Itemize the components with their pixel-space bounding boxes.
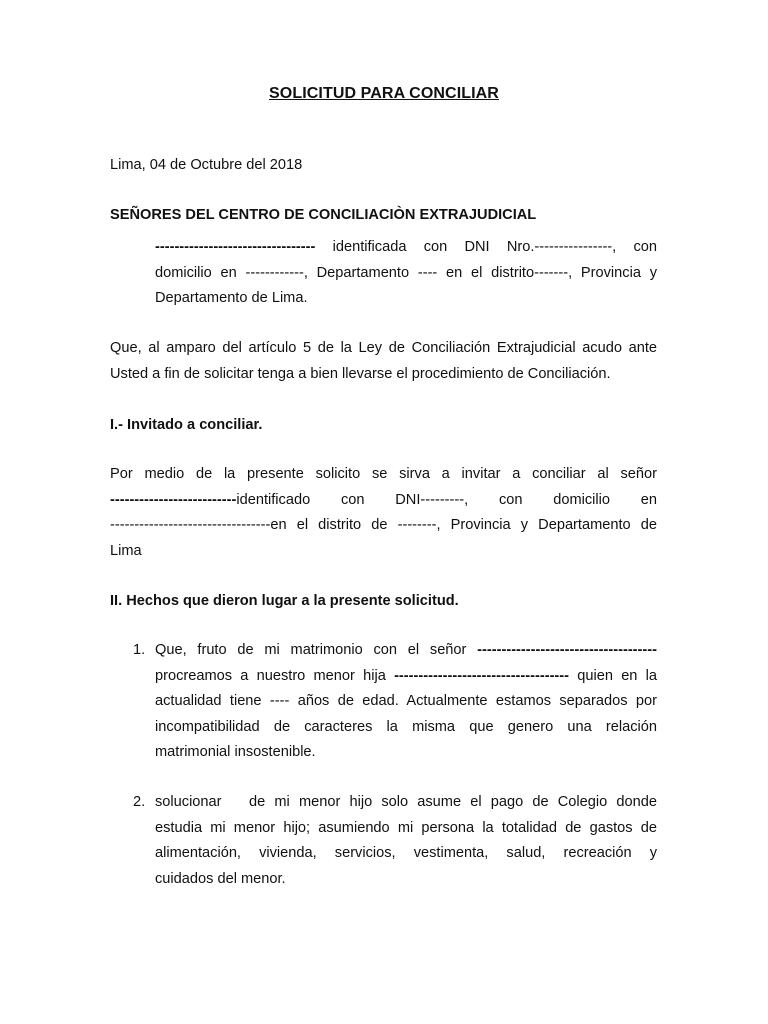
section-2-heading: II. Hechos que dieron lugar a la presente solicitud. (110, 593, 459, 609)
list-item-number-2: 2. (133, 794, 146, 810)
list-item-number-1: 1. (133, 642, 146, 658)
blank-child-field: ------------------------------------ (394, 667, 570, 684)
section-1-line-2 (110, 488, 657, 514)
amparo-line-1: Que, al amparo del artículo 5 de la Ley de Conciliación Extrajudicial acudo ante (110, 340, 657, 356)
blank-invitee-field: -------------------------- (110, 491, 237, 508)
blank-spouse-field: ------------------------------------- (477, 642, 657, 658)
intro-line-1-text: identificada con DNI Nro.----------------, con (315, 239, 657, 255)
intro-line-3: Departamento de Lima. (155, 290, 308, 306)
item-1-line-2-text-b: quien en la (569, 667, 658, 684)
item-1-line-2-text-a: procreamos a nuestro menor hija (155, 667, 395, 684)
item-2-line-1: solucionar de mi menor hijo solo asume el pago de Colegio donde (155, 794, 657, 810)
section-1-line-4: Lima (110, 542, 142, 559)
amparo-line-2: Usted a fin de solicitar tenga a bien llevarse el procedimiento de Conciliación. (110, 365, 611, 382)
item-1-line-5: matrimonial insostenible. (155, 744, 316, 760)
section-1-paragraph (110, 462, 657, 564)
item-1-line-3: actualidad tiene ---- años de edad. Actualmente estamos separados por (155, 693, 657, 709)
section-1-line-3: ---------------------------------en el distrito de --------, Provincia y Departamento de (110, 517, 657, 533)
intro-line-1 (155, 235, 657, 261)
intro-line-2: domicilio en ------------, Departamento ---- en el distrito-------, Provincia y (155, 264, 657, 281)
item-1-line-2 (155, 664, 657, 690)
item-2-line-3: alimentación, vivienda, servicios, vestimenta, salud, recreación y (155, 845, 657, 861)
item-1-line-1 (155, 638, 657, 664)
document-title: SOLICITUD PARA CONCILIAR (269, 85, 499, 102)
item-2-line-4: cuidados del menor. (155, 870, 286, 887)
list-item-2 (155, 790, 657, 892)
amparo-paragraph (110, 336, 657, 387)
item-2-line-2: estudia mi menor hijo; asumiendo mi persona la totalidad de gastos de (155, 819, 657, 836)
item-1-line-4: incompatibilidad de caracteres la misma que genero una relación (155, 718, 657, 735)
item-1-line-1-text: Que, fruto de mi matrimonio con el señor (155, 642, 478, 658)
blank-name-field: --------------------------------- (155, 239, 316, 255)
section-1-line-2-text: identificado con DNI---------, con domicilio en (236, 491, 657, 508)
date-line: Lima, 04 de Octubre del 2018 (110, 157, 303, 173)
section-1-line-1: Por medio de la presente solicito se sirva a invitar a conciliar al señor (110, 466, 657, 482)
section-1-heading: I.- Invitado a conciliar. (110, 417, 263, 433)
addressee: SEÑORES DEL CENTRO DE CONCILIACIÒN EXTRAJUDICIAL (110, 207, 537, 223)
list-item-1 (155, 638, 657, 766)
intro-paragraph (155, 235, 657, 312)
